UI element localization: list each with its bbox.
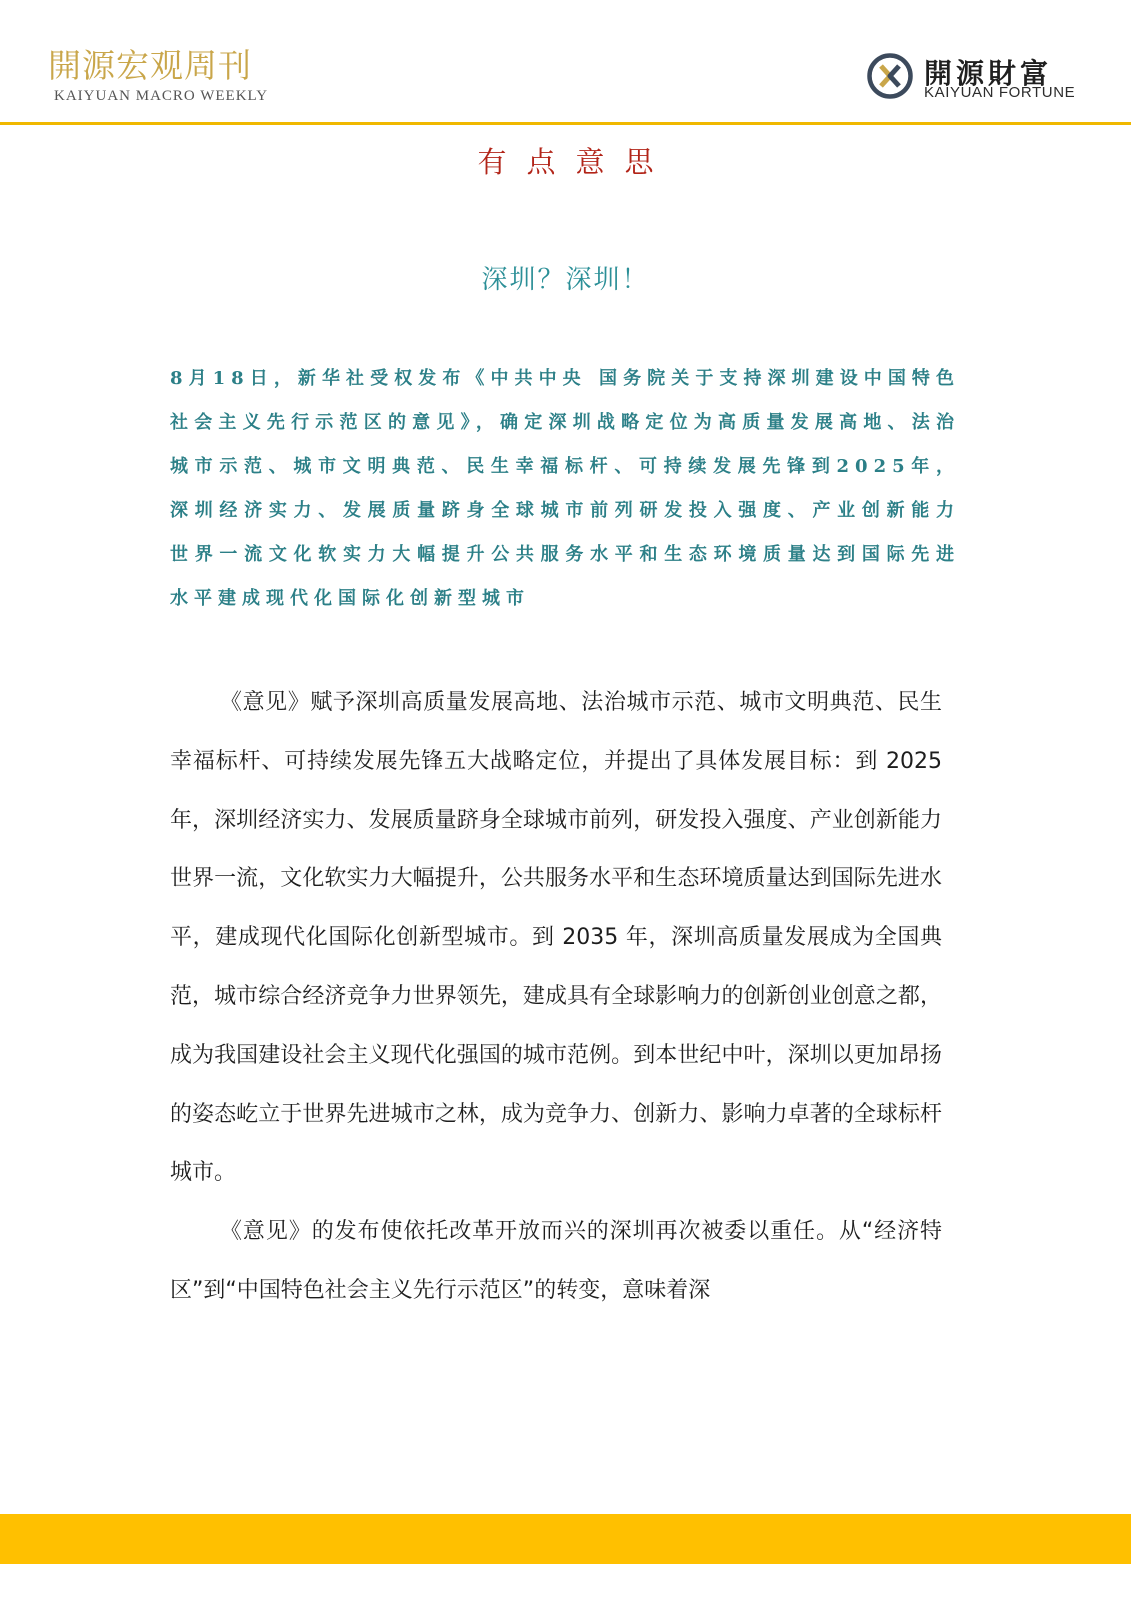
article-title: 深圳？深圳！ xyxy=(481,265,650,295)
brand-title: 開源宏观周刊 xyxy=(48,46,252,85)
logo-chinese-name: 開源財富 xyxy=(924,57,1053,90)
brand-subtitle: KAIYUAN MACRO WEEKLY xyxy=(54,88,269,104)
header-divider xyxy=(0,122,1131,125)
section-title: 有点意思 xyxy=(477,145,674,179)
company-logo xyxy=(866,48,1086,108)
article-summary: 8月18日，新华社受权发布《中共中央 国务院关于支持深圳建设中国特色社会主义先行示范区的意见》，确定深圳战略定位为高质量发展高地、法治城市示范、城市文明典范、民生幸福标杆、可持续发展先锋到2025年，深圳经济实力、发展质量跻身全球城市前列研发投入强度、产业创新能力世界一流文化软实力大幅提升公共服务水平和生态环境质量达到国际先进水平建成现代化国际化创新型城市 xyxy=(170,368,960,609)
logo-english-name: KAIYUAN FORTUNE xyxy=(924,84,1076,101)
footer-bar xyxy=(0,1514,1131,1564)
kaiyuan-logo-icon xyxy=(866,52,914,100)
body-paragraph: 《意见》赋予深圳高质量发展高地、法治城市示范、城市文明典范、民生幸福标杆、可持续发展先锋五大战略定位，并提出了具体发展目标：到 2025 年，深圳经济实力、发展质量跻身全球城市前列，研发投入强度、产业创新能力世界一流，文化软实力大幅提升，公共服务水平和生态环境质量达到国际先进水平，建成现代化国际化创新型城市。到 2035 年，深圳高质量发展成为全国典范，城市综合经济竞争力世界领先，建成具有全球影响力的创新创业创意之都，成为我国建设社会主义现代化强国的城市范例。到本世纪中叶，深圳以更加昂扬的姿态屹立于世界先进城市之林，成为竞争力、创新力、影响力卓著的全球标杆城市。 xyxy=(170,690,942,1186)
article-body xyxy=(170,674,942,1321)
page-header xyxy=(0,0,1131,124)
body-paragraph: 《意见》的发布使依托改革开放而兴的深圳再次被委以重任。从“经济特区”到“中国特色社会主义先行示范区”的转变，意味着深 xyxy=(170,1219,942,1303)
